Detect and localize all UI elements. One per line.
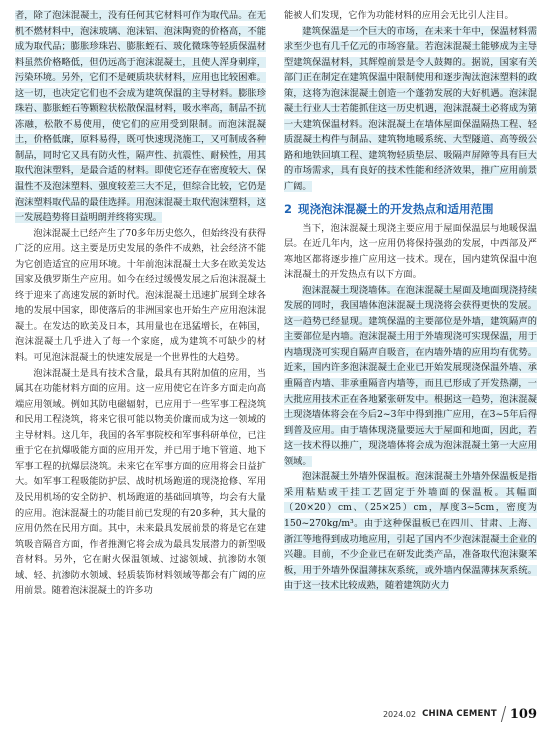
left-paragraph-1	[15, 8, 266, 226]
left-paragraph-2: 泡沫混凝土已经产生了70多年历史悠久，但始终没有获得广泛的应用。这主要是历史发展的条件不成熟，社会经济不能为它创造适宜的应用环境。十年前泡沫混凝土大多在欧美发达国家及俄罗斯生产应用。如今在经过缓慢发展之后泡沫混凝土终于迎来了高速发展的新时代。泡沫混凝土迅速扩展到全球各地的发展中国家，即使落后的非洲国家也开始生产应用泡沫混凝土。在发达的欧美及日本，其用量也在迅猛增长，在韩国，泡沫混凝土几乎进入了每一个家庭，成为建筑不可缺少的材料。可见泡沫混凝土的快速发展是一个世界性的大趋势。	[15, 227, 266, 364]
section-number: 2	[284, 201, 293, 216]
right-paragraph-3: 当下，泡沫混凝土现浇主要应用于屋面保温层与地暖保温层。在近几年内，这一应用仍将保持强劲的发展，中西部及严寒地区都将逐步推广应用这一技术。现在，国内建筑保温中泡沫混凝土的开发热点有以下方面。	[284, 222, 537, 281]
right-paragraph-4	[284, 283, 537, 470]
page-number: 109	[509, 706, 537, 722]
right-paragraph-4-text: 泡沫混凝土现浇墙体。在泡沫混凝土屋面及地面现浇持续发展的同时，我国墙体泡沫混凝土现浇将会获得更快的发展。这一趋势已经显现。建筑保温的主要部位是外墙，建筑隔声的主要部位是内墙。泡沫混凝土用于外墙现浇可实现保温，用于内墙现浇可实现自隔声自吸音，在内墙外墙的应用均有优势。近来，国内许多泡沫混凝土企业已开始发展现浇保温外墙、承重隔音内墙、非承重隔音内墙等，而且已形成了开发热潮，一大批应用技术正在各地紧张研发中。根据这一趋势，泡沫混凝土现浇墙体将会在今后2~3年中得到推广应用，在3~5年后得到普及应用。由于墙体现浇量要远大于屋面和地面，因此，若这一技术得以推广，现浇墙体将会成为泡沫混凝土第一大应用领域。	[284, 284, 537, 467]
journal-name: CHINA CEMENT	[422, 709, 497, 719]
footer-divider	[501, 706, 506, 722]
right-paragraph-1: 能被人们发现，它作为功能材料的应用会无比引人注目。	[284, 10, 514, 21]
right-paragraph-5-text: 泡沫混凝土外墙外保温板。泡沫混凝土外墙外保温板是指采用粘贴或干挂工艺固定于外墙面的保温板。其幅面（20×20）cm、（25×25）cm，厚度3~5cm，密度为150~270kg/m³。由于这种保温板已在四川、甘肃、上海、浙江等地得到成功地应用，引起了国内不少泡沫混凝土企业的兴趣。目前，不少企业已在研发此类产品，准备取代泡沫聚苯板，用于外墙外保温薄抹灰系统，或外墙内保温薄抹灰系统。由于这一技术比较成熟，随着建筑防火力	[284, 471, 537, 592]
section-heading	[284, 201, 537, 217]
left-paragraph-3: 泡沫混凝土是具有技术含量，最具有其附加值的应用，当属其在功能材料方面的应用。这一应用使它在许多方面走向高端应用领域。例如其防电磁辐射，已应用于一些军事工程浇筑和民用工程浇筑，将来它很可能以物美价廉而成为这一领域的主导材料。这几年，我国的各军事院校和军事科研单位，已注重于它在抗爆吸能方面的应用开发，并已用于地下管道、地下军事工程的抗爆层浇筑。未来它在军事方面的应用将会日益扩大。如军事工程吸能防护层、战时机场跑道的现浇抢修、军用及民用机场的安全防护、机场跑道的基础回填等，均会有大量的应用。泡沫混凝土的功能目前已发现的有20多种，其大量的应用仍然在民用方面。其中，未来最具发展前景的将是它在建筑吸音隔音方面，作者推测它将会成为最具发展潜力的新型吸音材料。另外，它在耐火保温领域、过滤领域、抗渗防水领域、轻、抗渗防水领域、轻质装饰材料领域等都会有广阔的应用前景。随着泡沫混凝土的许多功	[15, 367, 266, 597]
section-title: 现浇泡沫混凝土的开发热点和适用范围	[298, 201, 494, 216]
right-paragraph-2	[284, 24, 537, 195]
right-paragraph-5	[284, 469, 537, 593]
issue-date: 2024.02	[382, 709, 417, 719]
page-footer	[383, 706, 537, 722]
left-paragraph-1-text: 者，除了泡沫混凝土，没有任何其它材料可作为取代品。在无机不燃材料中，泡沫玻璃、泡沫铝、泡沫陶瓷的价格高，不能成为取代品；膨胀珍珠岩、膨胀蛭石、玻化微珠等轻质保温材料虽然价格略低，但仍远高于泡沫混凝土，且使人浑身刺痒，污染环境。另外，它们不是硬质块状材料，应用也比较困难。这一切，也决定它们也不会成为建筑保温的主导材料。膨胀珍珠岩、膨胀蛭石等颗粒状松散保温材料，吸水率高，制品不抗冻融，松散不易使用，使它们的应用受到限制。而泡沫混凝土，价格低廉，原料易得，既可快速现浇施工，又可制成各种制品，同时它又具有防火性，隔声性、抗震性、耐候性，用其取代泡沫塑料，是最合适的材料。即使它还存在密度较大、保温性不及泡沫塑料、强度较差三大不足，但综合比较，它仍是泡沫塑料取代品的最佳选择。用泡沫混凝土取代泡沫塑料，这一发展趋势将日益明朗并终将实现。	[15, 10, 266, 224]
right-paragraph-2-text: 建筑保温是一个巨大的市场，在未来十年中，保温材料需求至少也有几千亿元的市场容量。若泡沫混凝土能够成为主导型建筑保温材料，其辉煌前景是令人鼓舞的。据说，国家有关部门正在制定在建筑保温中限制使用和逐步淘汰泡沫塑料的政策，这将为泡沫混凝土创造一个蓬勃发展的大好机遇。泡沫混凝土行业人士若能抓住这一历史机遇，泡沫混凝土必将成为第一大建筑保温材料。泡沫混凝土在墙体屋面保温隔热工程、轻质混凝土构件与制品、建筑物地暖系统、大型隧道、高等级公路和地铁回填工程、建筑物轻质垫层、吸隔声屏障等具有巨大的市场需求，具有良好的技术性能和经济效果，推广应用前景广阔。	[284, 25, 537, 193]
left-column	[15, 8, 266, 599]
right-column	[284, 8, 537, 594]
